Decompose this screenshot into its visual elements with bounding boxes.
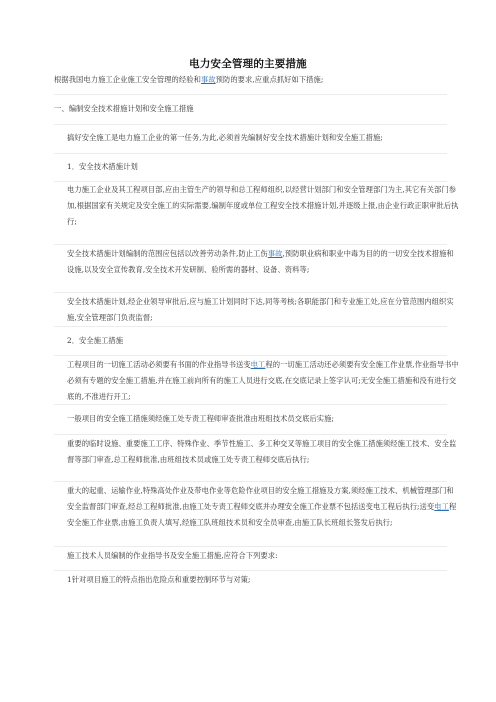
subheading-2: 2．安全施工措施 xyxy=(67,336,124,345)
electric-engineering-link[interactable]: 电工 xyxy=(250,360,266,369)
divider xyxy=(54,546,447,547)
paragraph: 安全技术措施计划,经企业领导审批后,应与施工计划同时下达,同等考核;各职能部门和专业施工处,应在分管范围内组织实施,安全管理部门负责监督; xyxy=(67,297,454,322)
paragraph: 一般项目的安全施工措施须经施工处专责工程师审查批准由班组技术员交底后实施; xyxy=(67,414,334,423)
divider xyxy=(54,292,447,293)
divider xyxy=(54,124,447,125)
paragraph: 重大的起重、运输作业,特殊高处作业及带电作业等危险作业项目的安全施工措施及方案,须经施工技术、机械管理部门和安全监督部门审查,经总工程师批准,由施工处专责工程师交底并办理安全施工作业票不包括送变电工程后执行;送变电工程安全施工作业票,由施工负责人填写,经施工队班组技术员和安全员审查,由施工队长班组长签发后执行; xyxy=(67,486,457,527)
page-title: 电力安全管理的主要措施 xyxy=(189,58,307,70)
intro-paragraph: 根据我国电力施工企业施工安全管理的经验和事故预防的要求,应重点抓好如下措施; xyxy=(54,75,324,84)
divider xyxy=(54,326,447,327)
paragraph: 重要的临时设施、重要施工工序、特殊作业、季节性施工、多工种交叉等施工项目的安全施工措施须经施工技术、安全监督等部门审查,总工程师批准,由班组技术员或施工处专责工程师交底后执行; xyxy=(67,439,457,464)
divider xyxy=(54,481,447,482)
divider xyxy=(54,94,447,95)
accident-link[interactable]: 事故 xyxy=(200,75,216,84)
divider xyxy=(54,570,447,571)
paragraph: 施工技术人员编制的作业指导书及安全施工措施,应符合下列要求: xyxy=(67,551,278,560)
divider xyxy=(54,404,447,405)
paragraph: 安全技术措施计划编制的范围应包括以改善劳动条件,防止工伤事故,预防职业病和职业中毒为目的的一切安全技术措施和设施,以及安全宣传教育,安全技术开发研制、验所需的器材、设备、资料等; xyxy=(67,249,454,274)
divider xyxy=(54,153,447,154)
electric-engineering-link[interactable]: 电工 xyxy=(434,502,449,511)
subheading-1: 1．安全技术措施计划 xyxy=(67,162,138,171)
section-heading-1: 一、编制安全技术措施计划和安全施工措施 xyxy=(54,104,194,113)
paragraph: 工程项目的一切施工活动必须要有书面的作业指导书送变电工程的一切施工活动还必须要有安全施工作业票,作业指导书中必须有专题的安全施工措施,并在施工前向所有的施工人员进行交底,在交底记录上签字认可;无安全施工措施和没有进行交底的,不准进行开工; xyxy=(67,360,459,401)
list-item: 1针对项目施工的特点指出危险点和重要控制环节与对策; xyxy=(67,575,251,584)
divider xyxy=(54,355,447,356)
paragraph: 电力施工企业及其工程项目部,应由主管生产的领导和总工程师组织,以经营计划部门和安全管理部门为主,其它有关部门参加,根据国家有关规定及安全施工的实际需要,编制年度或单位工程安全技术措施计划,并逐级上报,由企业行政正职审批后执行; xyxy=(67,185,459,226)
accident-link[interactable]: 事故 xyxy=(267,249,283,258)
paragraph: 搞好安全施工是电力施工企业的第一任务,为此,必须首先编制好安全技术措施计划和安全施工措施; xyxy=(67,133,383,142)
divider xyxy=(54,434,447,435)
divider xyxy=(54,244,447,245)
